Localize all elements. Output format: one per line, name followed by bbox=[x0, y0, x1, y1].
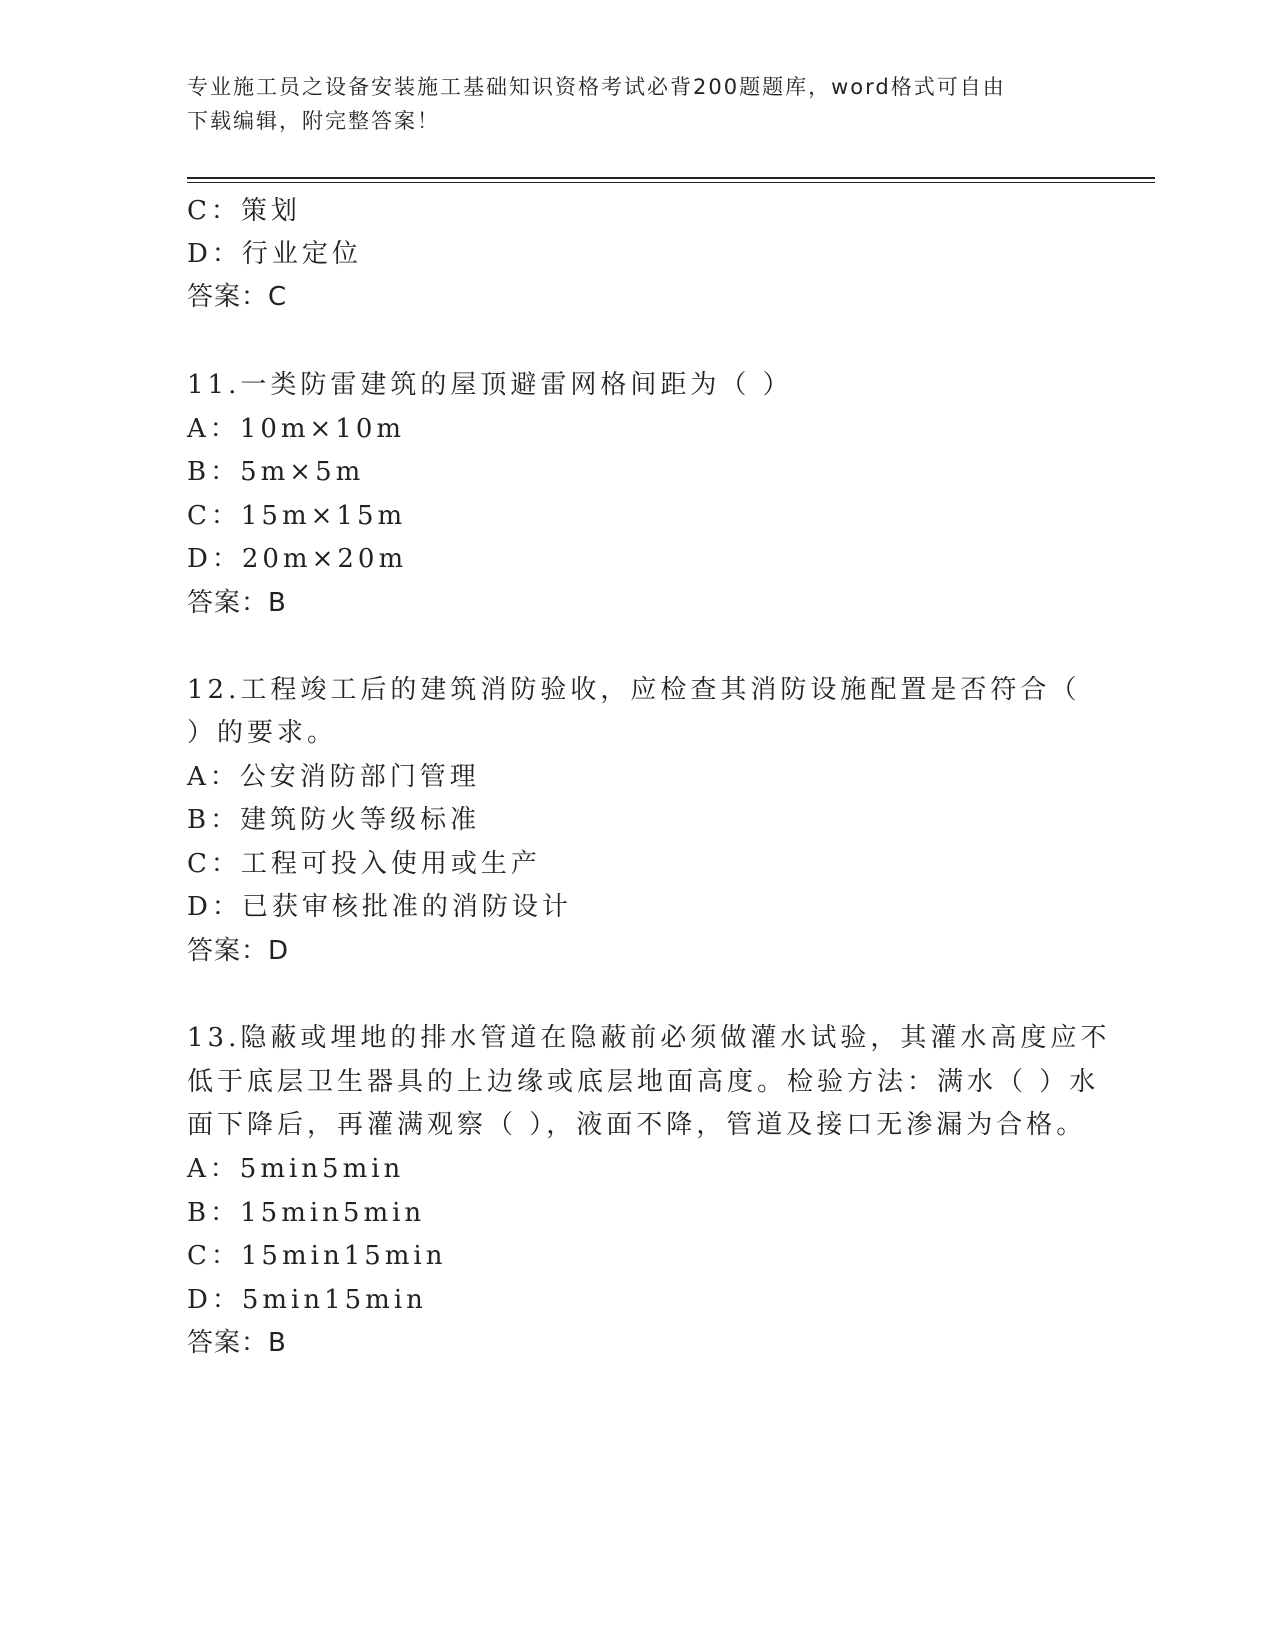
header-divider-thick bbox=[187, 177, 1155, 179]
q11-stem: 11.一类防雷建筑的屋顶避雷网格间距为（ ） bbox=[187, 370, 793, 400]
prev-option-d: D：行业定位 bbox=[187, 239, 362, 269]
q11-option-a: A：10m×10m bbox=[187, 414, 406, 444]
q11-option-d: D：20m×20m bbox=[187, 544, 408, 574]
q12-option-b: B：建筑防火等级标准 bbox=[187, 805, 481, 835]
q13-option-d: D：5min15min bbox=[187, 1285, 427, 1315]
q12-stem-line-1: 12.工程竣工后的建筑消防验收，应检查其消防设施配置是否符合（ bbox=[187, 675, 1081, 705]
q12-option-d: D：已获审核批准的消防设计 bbox=[187, 892, 572, 922]
q13-stem-line-2: 低于底层卫生器具的上边缘或底层地面高度。检验方法：满水（ ）水 bbox=[187, 1067, 1100, 1097]
q13-stem-line-3: 面下降后，再灌满观察（ ），液面不降，管道及接口无渗漏为合格。 bbox=[187, 1110, 1087, 1140]
document-header bbox=[187, 70, 1067, 138]
header-line-2: 下载编辑，附完整答案！ bbox=[187, 109, 440, 133]
q12-answer: 答案：D bbox=[187, 936, 290, 966]
q13-option-c: C：15min15min bbox=[187, 1241, 447, 1271]
q12-option-a: A：公安消防部门管理 bbox=[187, 762, 480, 792]
q11-option-b: B：5m×5m bbox=[187, 457, 365, 487]
q12-option-c: C：工程可投入使用或生产 bbox=[187, 849, 541, 879]
header-line-1: 专业施工员之设备安装施工基础知识资格考试必背200题题库，word格式可自由 bbox=[187, 75, 1006, 99]
prev-option-c: C：策划 bbox=[187, 196, 301, 226]
q13-stem-line-1: 13.隐蔽或埋地的排水管道在隐蔽前必须做灌水试验，其灌水高度应不 bbox=[187, 1023, 1111, 1053]
q12-stem-line-2: ）的要求。 bbox=[187, 718, 338, 748]
q13-option-a: A：5min5min bbox=[187, 1154, 405, 1184]
q13-answer: 答案：B bbox=[187, 1328, 287, 1358]
prev-answer: 答案：C bbox=[187, 282, 288, 312]
q11-option-c: C：15m×15m bbox=[187, 501, 407, 531]
q11-answer: 答案：B bbox=[187, 588, 287, 618]
header-divider-thin bbox=[187, 182, 1155, 183]
q13-option-b: B：15min5min bbox=[187, 1198, 426, 1228]
